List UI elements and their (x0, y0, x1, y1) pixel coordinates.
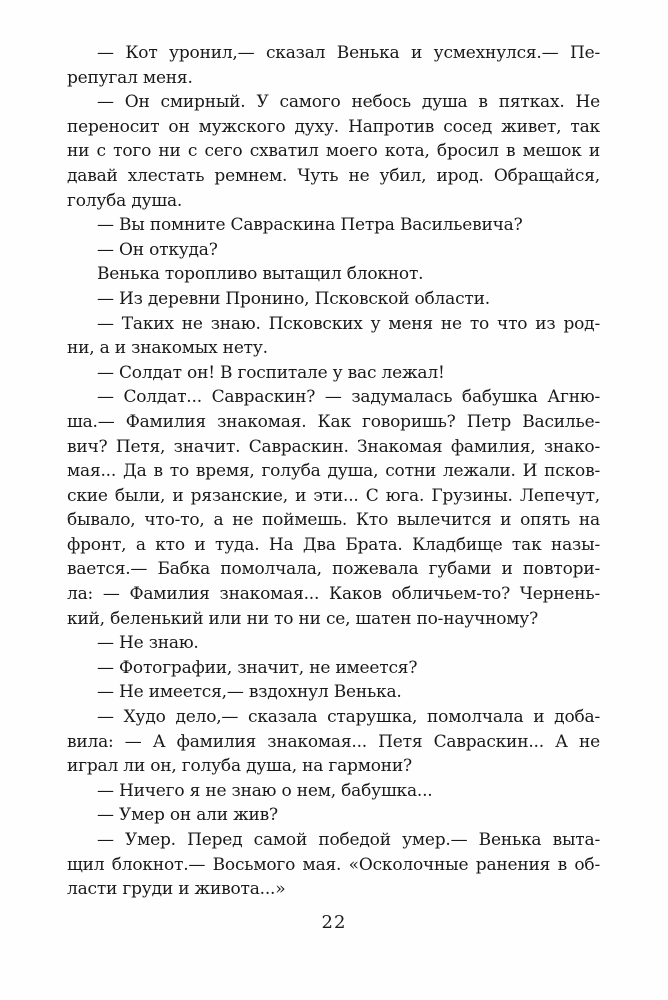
text-line: голуба душа. (67, 190, 183, 211)
text-line: — Кот уронил,— сказал Венька и усмехнулся.— Пе- (97, 43, 600, 63)
text-line: — Он откуда? (97, 239, 218, 260)
text-line: ла: — Фамилия знакомая... Каков обличьем-то? Чернень- (67, 584, 600, 605)
text-line: — Из деревни Пронино, Псковской области. (97, 288, 490, 309)
text-line: — Не знаю. (97, 633, 199, 654)
text-line: щил блокнот.— Восьмого мая. «Осколочные ранения в об- (67, 854, 600, 875)
text-line: — Таких не знаю. Псковских у меня не то что из род- (97, 313, 600, 334)
text-line: фронт, а кто и туда. На Два Брата. Кладбище так назы- (67, 534, 600, 555)
text-line: ские были, и рязанские, и эти... С юга. Грузины. Лепечут, (67, 485, 600, 506)
page-number: 22 (321, 912, 347, 933)
text-line: бывало, что-то, а не поймешь. Кто вылечится и опять на (67, 510, 600, 531)
text-line: — Умер. Перед самой победой умер.— Венька выта- (97, 830, 600, 850)
text-line: играл ли он, голуба душа, на гармони? (67, 756, 412, 777)
text-line: ша.— Фамилия знакомая. Как говоришь? Петр Василье- (67, 411, 600, 432)
text-line: кий, беленький или ни то ни се, шатен по-научному? (67, 608, 539, 629)
text-line: — Фотографии, значит, не имеется? (97, 657, 418, 678)
text-line: — Умер он али жив? (97, 805, 278, 826)
page-text (67, 41, 600, 902)
text-line: вич? Петя, значит. Савраскин. Знакомая фамилия, знако- (67, 436, 600, 457)
text-line: вается.— Бабка помолчала, пожевала губами и повтори- (67, 559, 600, 580)
text-line: — Не имеется,— вздохнул Венька. (97, 682, 402, 703)
text-line: репугал меня. (67, 67, 193, 88)
text-line: — Он смирный. У самого небось душа в пятках. Не (97, 92, 600, 113)
text-line: мая... Да в то время, голуба душа, сотни лежали. И псков- (67, 461, 600, 482)
text-line: — Худо дело,— сказала старушка, помолчала и доба- (97, 707, 600, 728)
text-line: ни, а и знакомых нету. (67, 338, 268, 359)
text-line: — Солдат... Савраскин? — задумалась бабушка Агню- (97, 387, 600, 408)
text-line: ни с того ни с сего схватил моего кота, бросил в мешок и (67, 141, 600, 162)
text-line: — Вы помните Савраскина Петра Васильевича? (97, 215, 523, 236)
text-line: ласти груди и живота...» (67, 879, 286, 900)
text-line: вила: — А фамилия знакомая... Петя Савраскин... А не (67, 731, 600, 752)
text-line: — Солдат он! В госпитале у вас лежал! (97, 362, 445, 383)
text-line: переносит он мужского духу. Напротив сосед живет, так (67, 116, 600, 137)
text-line: давай хлестать ремнем. Чуть не убил, ирод. Обращайся, (67, 165, 600, 186)
text-line: — Ничего я не знаю о нем, бабушка... (97, 780, 433, 801)
text-line: Венька торопливо вытащил блокнот. (97, 264, 424, 285)
